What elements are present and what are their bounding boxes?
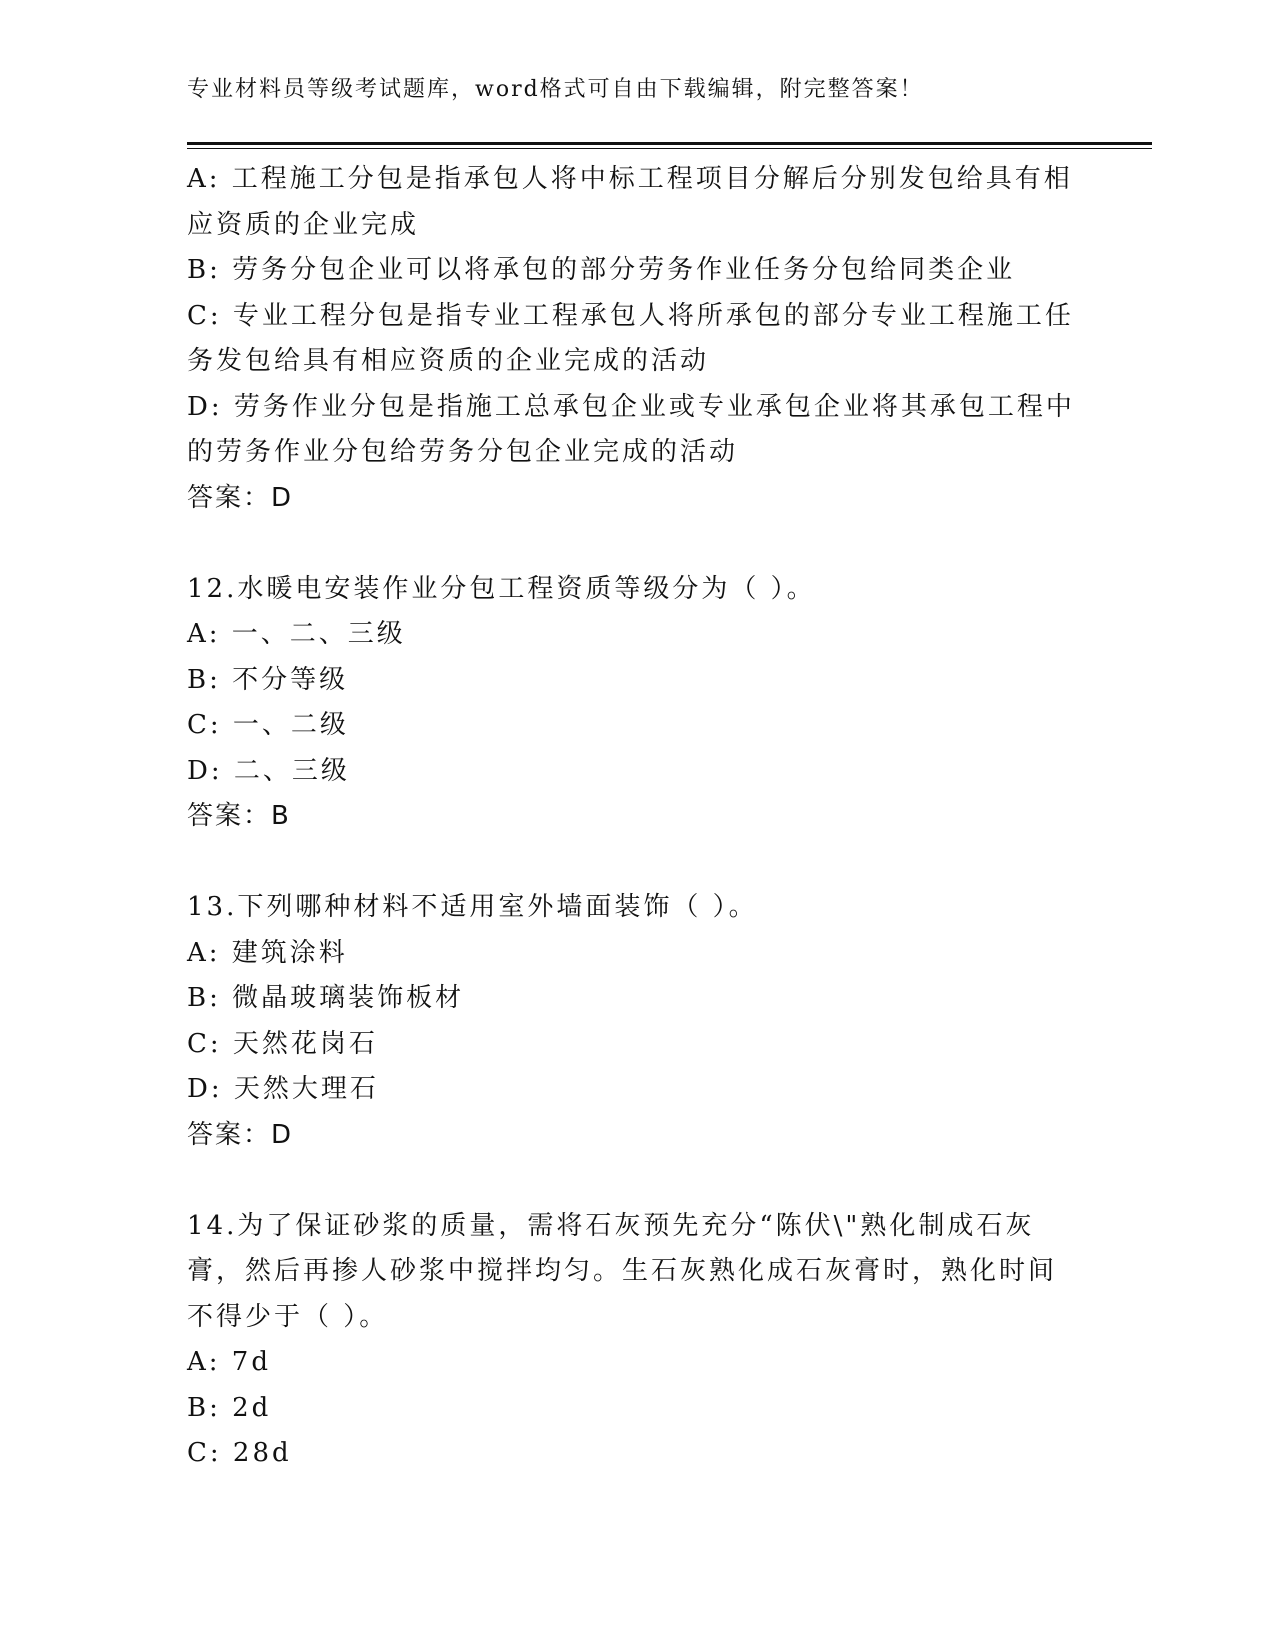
answer: 答案：B [187, 801, 291, 831]
page-header: 专业材料员等级考试题库，word格式可自由下载编辑，附完整答案！ [187, 77, 924, 102]
option-a: A: 建筑涂料 [187, 937, 348, 968]
answer: 答案：D [187, 482, 294, 513]
option-a: A: 工程施工分包是指承包人将中标工程项目分解后分别发包给具有相应资质的企业完成 [187, 164, 1073, 240]
option-c: C: 28d [187, 1438, 292, 1468]
question-11 [187, 157, 1077, 521]
option-b: B: 不分等级 [187, 664, 349, 695]
question-14 [187, 1204, 1077, 1477]
question-text: 14.为了保证砂浆的质量，需将石灰预先充分“陈伏\"熟化制成石灰膏，然后再掺人砂浆中搅拌均匀。生石灰熟化成石灰膏时，熟化时间不得少于（ ）。 [187, 1210, 1058, 1332]
option-b: B: 微晶玻璃装饰板材 [187, 983, 465, 1013]
question-12 [187, 567, 1077, 840]
spacer [187, 840, 1077, 886]
option-d: D: 二、三级 [187, 755, 350, 786]
option-b: B: 2d [187, 1392, 272, 1423]
question-13 [187, 885, 1077, 1158]
question-text: 13.下列哪种材料不适用室外墙面装饰（ ）。 [187, 892, 758, 922]
spacer [187, 1158, 1077, 1204]
option-d: D: 劳务作业分包是指施工总承包企业或专业承包企业将其承包工程中的劳务作业分包给劳务分包企业完成的活动 [187, 391, 1075, 467]
question-text: 12.水暖电安装作业分包工程资质等级分为（ ）。 [187, 573, 816, 604]
answer: 答案：D [187, 1119, 294, 1150]
option-a: A: 一、二、三级 [187, 619, 406, 649]
option-d: D: 天然大理石 [187, 1074, 379, 1104]
header-rule-thin [187, 148, 1152, 149]
option-c: C: 专业工程分包是指专业工程承包人将所承包的部分专业工程施工任务发包给具有相应资质的企业完成的活动 [187, 300, 1074, 376]
header-rule-thick [187, 142, 1152, 145]
document-content [187, 157, 1077, 1477]
option-c: C: 天然花岗石 [187, 1028, 378, 1059]
option-c: C: 一、二级 [187, 710, 349, 740]
option-b: B: 劳务分包企业可以将承包的部分劳务作业任务分包给同类企业 [187, 255, 1016, 285]
option-a: A: 7d [187, 1347, 271, 1377]
spacer [187, 521, 1077, 567]
